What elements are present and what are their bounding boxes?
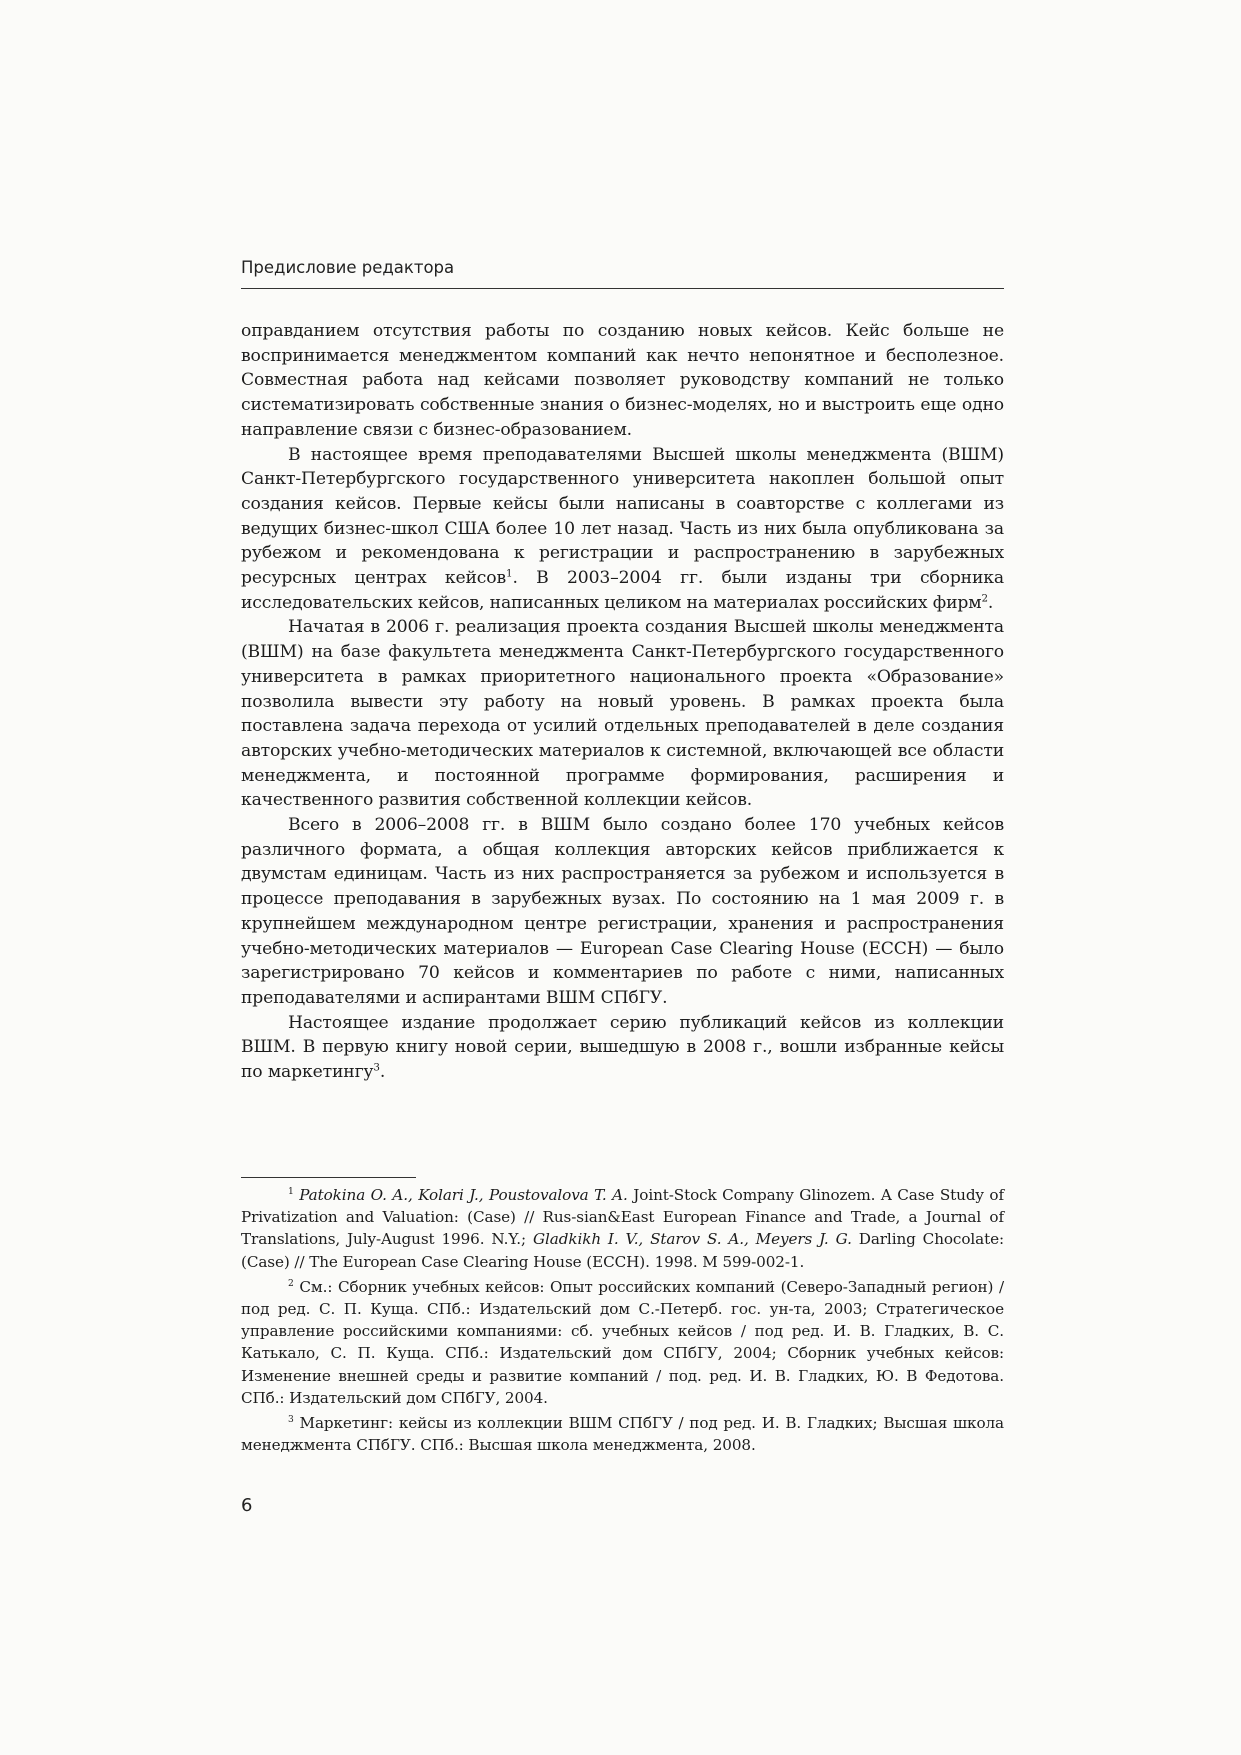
paragraph-2 — [241, 443, 1004, 616]
footnote-1-number: 1 — [288, 1186, 294, 1197]
footnote-2 — [241, 1276, 1004, 1409]
footnote-1 — [241, 1184, 1004, 1273]
paragraph-5-text: Настоящее издание продолжает серию публикаций кейсов из коллекции ВШМ. В первую книгу новой серии, вышедшую в 2008 г., вошли избранные кейсы по маркетингу — [241, 1012, 1004, 1083]
paragraph-3: Начатая в 2006 г. реализация проекта создания Высшей школы менеджмента (ВШМ) на базе факультета менеджмента Санкт-Петербургского государственного университета в рамках приоритетного национального проекта «Образование» позволила вывести эту работу на новый уровень. В рамках проекта была поставлена задача перехода от усилий отдельных преподавателей в деле создания авторских учебно-методических материалов к системной, включающей все области менеджмента, и постоянной программе формирования, расширения и качественного развития собственной коллекции кейсов. — [241, 617, 1004, 811]
footnote-3 — [241, 1412, 1004, 1456]
paragraph-5 — [241, 1011, 1004, 1085]
paragraph-2-end: . — [987, 592, 994, 613]
footnote-rule — [241, 1177, 416, 1178]
footnote-1-text-1: Joint-Stock Company Glinozem. A Case Study of Privatization and Valuation: (Case) // Rus-sian&East European Finance and Trade, a Journal of Translations, July-August 1996. N.Y.; — [241, 1186, 1004, 1249]
footnote-1-authors-1: Patokina O. A., Kolari J., Poustovalova T. A. — [299, 1186, 628, 1204]
footnote-3-text: Маркетинг: кейсы из коллекции ВШМ СПбГУ / под ред. И. В. Гладких; Высшая школа менеджмента СПбГУ. СПб.: Высшая школа менеджмента, 2008. — [241, 1414, 1004, 1455]
paragraph-5-end: . — [379, 1062, 386, 1083]
main-text — [241, 319, 1004, 1085]
footnotes — [241, 1184, 1004, 1459]
paragraph-4: Всего в 2006–2008 гг. в ВШМ было создано более 170 учебных кейсов различного формата, а общая коллекция авторских кейсов приближается к двумстам единицам. Часть из них распространяется за рубежом и используется в процессе преподавания в зарубежных вузах. По состоянию на 1 мая 2009 г. в крупнейшем международном центре регистрации, хранения и распространения учебно-методических материалов — European Case Clearing House (ECCH) — было зарегистрировано 70 кейсов и комментариев по работе с ними, написанных преподавателями и аспирантами ВШМ СПбГУ. — [241, 815, 1004, 1008]
paragraph-2-text: В настоящее время преподавателями Высшей школы менеджмента (ВШМ) Санкт-Петербургского государственного университета накоплен большой опыт создания кейсов. Первые кейсы были написаны в соавторстве с коллегами из ведущих бизнес-школ США более 10 лет назад. Часть из них была опубликована за рубежом и рекомендована к регистрации и распространению в зарубежных ресурсных центрах кейсов — [241, 444, 1004, 589]
footnote-2-number: 2 — [288, 1278, 294, 1289]
footnote-3-number: 3 — [288, 1414, 294, 1425]
paragraph-1: оправданием отсутствия работы по созданию новых кейсов. Кейс больше не воспринимается менеджментом компаний как нечто непонятное и бесполезное. Совместная работа над кейсами позволяет руководству компаний не только систематизировать собственные знания о бизнес-моделях, но и выстроить еще одно направление связи с бизнес-образованием. — [241, 321, 1004, 440]
paragraph-2-tail: . В 2003–2004 гг. были изданы три сборника исследовательских кейсов, написанных целиком на материалах российских фирм — [241, 568, 1004, 613]
footnote-1-text-2: Darling Chocolate: (Case) // The European Case Clearing House (ECCH). 1998. M 599-002-1. — [241, 1230, 1004, 1271]
footnote-ref-1: 1 — [506, 567, 513, 580]
header-rule — [241, 288, 1004, 289]
footnote-ref-3: 3 — [373, 1061, 380, 1074]
footnote-ref-2: 2 — [981, 592, 988, 604]
page-number: 6 — [241, 1495, 253, 1516]
footnote-2-text: См.: Сборник учебных кейсов: Опыт российских компаний (Северо-Западный регион) / под ред. С. П. Куща. СПб.: Издательский дом С.-Петерб. гос. ун-та, 2003; Стратегическое управление российскими компаниями: сб. учебных кейсов / под ред. И. В. Гладких, В. С. Катькало, С. П. Куща. СПб.: Издательский дом СПбГУ, 2004; Сборник учебных кейсов: Изменение внешней среды и развитие компаний / под. ред. И. В. Гладких, Ю. В Федотова. СПб.: Издательский дом СПбГУ, 2004. — [241, 1277, 1004, 1407]
footnote-1-authors-2: Gladkikh I. V., Starov S. A., Meyers J. G. — [532, 1230, 852, 1249]
running-head: Предисловие редактора — [241, 258, 455, 277]
